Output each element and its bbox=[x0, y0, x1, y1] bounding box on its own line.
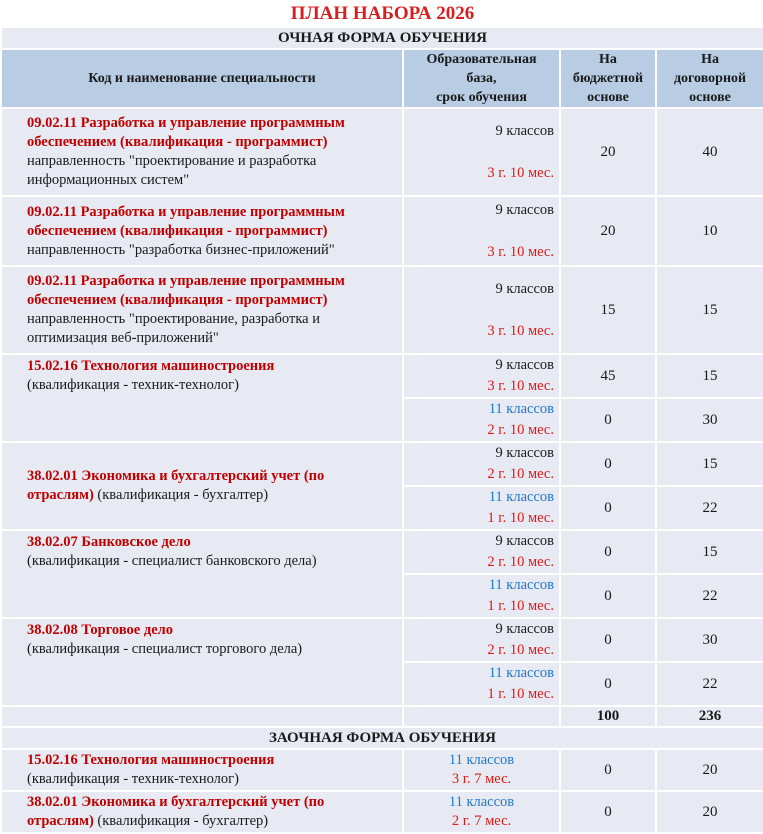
table-row bbox=[1, 196, 763, 266]
contract-cell: 20 bbox=[656, 791, 763, 833]
budget-cell: 0 bbox=[560, 618, 656, 662]
contract-cell: 22 bbox=[656, 486, 763, 530]
total-contract: 236 bbox=[656, 706, 763, 727]
budget-cell: 0 bbox=[560, 442, 656, 486]
header-budget: На бюджетной основе bbox=[560, 49, 656, 108]
contract-cell: 20 bbox=[656, 749, 763, 791]
budget-cell: 0 bbox=[560, 662, 656, 706]
table-row bbox=[1, 108, 763, 196]
base-cell: 9 классов 2 г. 10 мес. bbox=[403, 530, 560, 574]
budget-cell: 20 bbox=[560, 108, 656, 196]
table-row bbox=[1, 749, 763, 791]
section-part-time: ЗАОЧНАЯ ФОРМА ОБУЧЕНИЯ bbox=[1, 727, 763, 749]
totals-row bbox=[1, 706, 763, 727]
specialty-cell: 38.02.08 Торговое дело (квалификация - специалист торгового дела) bbox=[1, 618, 403, 706]
base-cell: 11 классов 1 г. 10 мес. bbox=[403, 662, 560, 706]
base-cell: 9 классов 2 г. 10 мес. bbox=[403, 442, 560, 486]
header-contract: На договорной основе bbox=[656, 49, 763, 108]
section-full-time: ОЧНАЯ ФОРМА ОБУЧЕНИЯ bbox=[1, 27, 763, 49]
table-row bbox=[1, 354, 763, 398]
table-row bbox=[1, 618, 763, 662]
base-cell: 11 классов 3 г. 7 мес. bbox=[403, 749, 560, 791]
base-cell: 11 классов 1 г. 10 мес. bbox=[403, 574, 560, 618]
specialty-cell: 38.02.01 Экономика и бухгалтерский учет (по отраслям) (квалификация - бухгалтер) bbox=[1, 791, 403, 833]
budget-cell: 20 bbox=[560, 196, 656, 266]
specialty-cell: 38.02.01 Экономика и бухгалтерский учет (по отраслям) (квалификация - бухгалтер) bbox=[1, 442, 403, 530]
budget-cell: 0 bbox=[560, 398, 656, 442]
contract-cell: 15 bbox=[656, 266, 763, 354]
specialty-cell: 38.02.07 Банковское дело (квалификация - специалист банковского дела) bbox=[1, 530, 403, 618]
specialty-cell: 09.02.11 Разработка и управление программным обеспечением (квалификация - программист) направленность "проектирование и разработка информационных систем" bbox=[1, 108, 403, 196]
contract-cell: 15 bbox=[656, 442, 763, 486]
budget-cell: 0 bbox=[560, 530, 656, 574]
header-base: Образовательная база, срок обучения bbox=[403, 49, 560, 108]
specialty-cell: 15.02.16 Технология машиностроения (квалификация - техник-технолог) bbox=[1, 354, 403, 442]
budget-cell: 0 bbox=[560, 574, 656, 618]
specialty-cell: 15.02.16 Технология машиностроения (квалификация - техник-технолог) bbox=[1, 749, 403, 791]
page-title: ПЛАН НАБОРА 2026 bbox=[1, 1, 763, 27]
specialty-cell: 09.02.11 Разработка и управление программным обеспечением (квалификация - программист) направленность "разработка бизнес-приложений" bbox=[1, 196, 403, 266]
total-budget: 100 bbox=[560, 706, 656, 727]
budget-cell: 15 bbox=[560, 266, 656, 354]
budget-cell: 0 bbox=[560, 486, 656, 530]
table-row bbox=[1, 442, 763, 486]
base-cell: 11 классов 2 г. 10 мес. bbox=[403, 398, 560, 442]
table-row bbox=[1, 530, 763, 574]
table-row bbox=[1, 791, 763, 833]
contract-cell: 15 bbox=[656, 354, 763, 398]
base-cell: 11 классов 1 г. 10 мес. bbox=[403, 486, 560, 530]
contract-cell: 10 bbox=[656, 196, 763, 266]
budget-cell: 0 bbox=[560, 749, 656, 791]
contract-cell: 30 bbox=[656, 398, 763, 442]
contract-cell: 15 bbox=[656, 530, 763, 574]
budget-cell: 0 bbox=[560, 791, 656, 833]
contract-cell: 40 bbox=[656, 108, 763, 196]
table-row bbox=[1, 266, 763, 354]
base-cell: 11 классов 2 г. 7 мес. bbox=[403, 791, 560, 833]
budget-cell: 45 bbox=[560, 354, 656, 398]
contract-cell: 30 bbox=[656, 618, 763, 662]
contract-cell: 22 bbox=[656, 662, 763, 706]
base-cell: 9 классов 3 г. 10 мес. bbox=[403, 196, 560, 266]
base-cell: 9 классов 3 г. 10 мес. bbox=[403, 266, 560, 354]
base-cell: 9 классов 2 г. 10 мес. bbox=[403, 618, 560, 662]
base-cell: 9 классов 3 г. 10 мес. bbox=[403, 354, 560, 398]
specialty-cell: 09.02.11 Разработка и управление программным обеспечением (квалификация - программист) направленность "проектирование, разработка и оптимизация веб-приложений" bbox=[1, 266, 403, 354]
header-specialty: Код и наименование специальности bbox=[1, 49, 403, 108]
contract-cell: 22 bbox=[656, 574, 763, 618]
base-cell: 9 классов 3 г. 10 мес. bbox=[403, 108, 560, 196]
